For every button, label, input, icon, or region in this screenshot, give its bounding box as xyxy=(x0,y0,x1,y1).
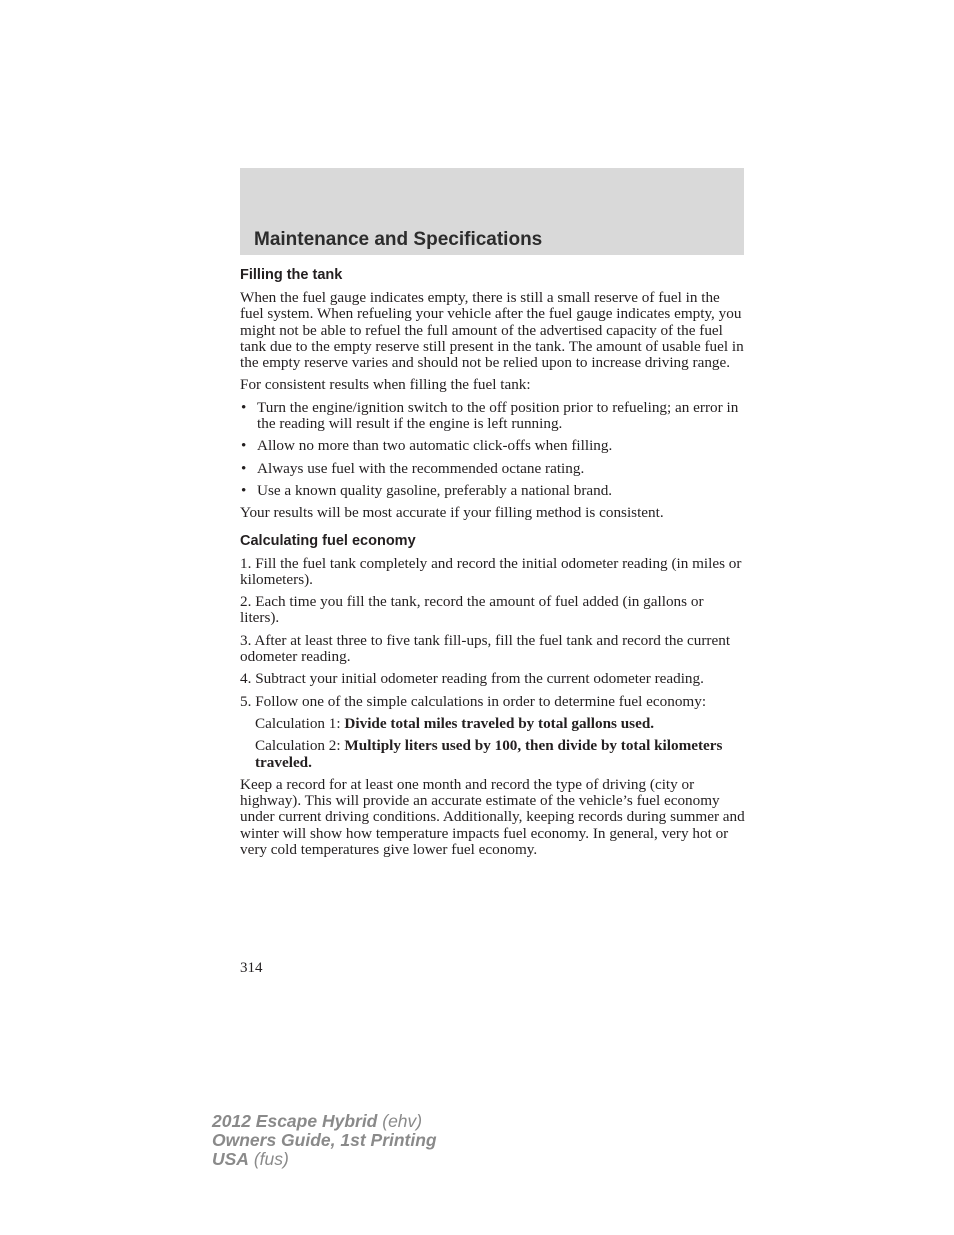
footer-line-3: USA (fus) xyxy=(212,1149,289,1169)
bullet-list xyxy=(240,400,746,499)
step-5: 5. Follow one of the simple calculations in order to determine fuel economy: xyxy=(240,692,707,710)
calculation-2-label: Calculation 2: xyxy=(255,737,341,755)
paragraph-intro: When the fuel gauge indicates empty, there is still a small reserve of fuel in the fuel system. When refueling your vehicle after the fuel gauge indicates empty, you might not be able to refuel the full amount of the advertised capacity of the fuel tank due to the empty reserve still present in the tank. The amount of usable fuel in the empty reserve varies and should not be relied upon to increase driving range. xyxy=(240,289,744,372)
step-1: 1. Fill the fuel tank completely and record the initial odometer reading (in miles or kilometers). xyxy=(240,554,742,588)
bullet-icon: • xyxy=(241,459,247,477)
step-4: 4. Subtract your initial odometer reading from the current odometer reading. xyxy=(240,670,704,688)
bullet-icon: • xyxy=(241,481,247,499)
page-number: 314 xyxy=(240,960,263,976)
section-title: Maintenance and Specifications xyxy=(254,229,543,250)
heading-calculating-fuel-economy: Calculating fuel economy xyxy=(240,532,416,549)
paragraph-closing-2: Keep a record for at least one month and record the type of driving (city or highway). This will provide an accurate estimate of the vehicle’s fuel economy under current driving conditions. Additionally, keeping records during summer and winter will show how temperature impacts fuel economy. In general, very hot or very cold temperatures give lower fuel economy. xyxy=(240,775,745,859)
heading-filling-the-tank: Filling the tank xyxy=(240,267,343,283)
calculation-2 xyxy=(240,738,746,771)
step-2: 2. Each time you fill the tank, record the amount of fuel added (in gallons or liters). xyxy=(240,593,704,627)
step-3: 3. After at least three to five tank fill-ups, fill the fuel tank and record the current odometer reading. xyxy=(240,631,731,666)
footer-line-1: 2012 Escape Hybrid (ehv) xyxy=(212,1111,423,1131)
document-footer xyxy=(212,1112,437,1169)
paragraph-closing-1: Your results will be most accurate if your filling method is consistent. xyxy=(240,504,664,522)
calculation-1-label: Calculation 1: xyxy=(255,714,341,732)
calculation-1-text: Divide total miles traveled by total gallons used. xyxy=(344,714,655,732)
footer-line-2: Owners Guide, 1st Printing xyxy=(212,1130,437,1150)
calculation-1 xyxy=(240,716,746,732)
list-item: • Turn the engine/ignition switch to the off position prior to refueling; an error in the reading will result if the engine is left running. xyxy=(241,398,739,433)
list-item: • Always use fuel with the recommended octane rating. xyxy=(241,459,585,477)
bullet-icon: • xyxy=(241,398,247,416)
bullet-icon: • xyxy=(241,437,247,455)
calculation-2-text: Multiply liters used by 100, then divide by total kilometers traveled. xyxy=(255,737,723,771)
list-item: • Use a known quality gasoline, preferably a national brand. xyxy=(241,481,613,499)
page-content xyxy=(240,266,746,864)
list-item: • Allow no more than two automatic click-offs when filling. xyxy=(241,437,613,455)
paragraph-lead: For consistent results when filling the fuel tank: xyxy=(240,376,531,394)
section-header-band xyxy=(240,168,744,255)
